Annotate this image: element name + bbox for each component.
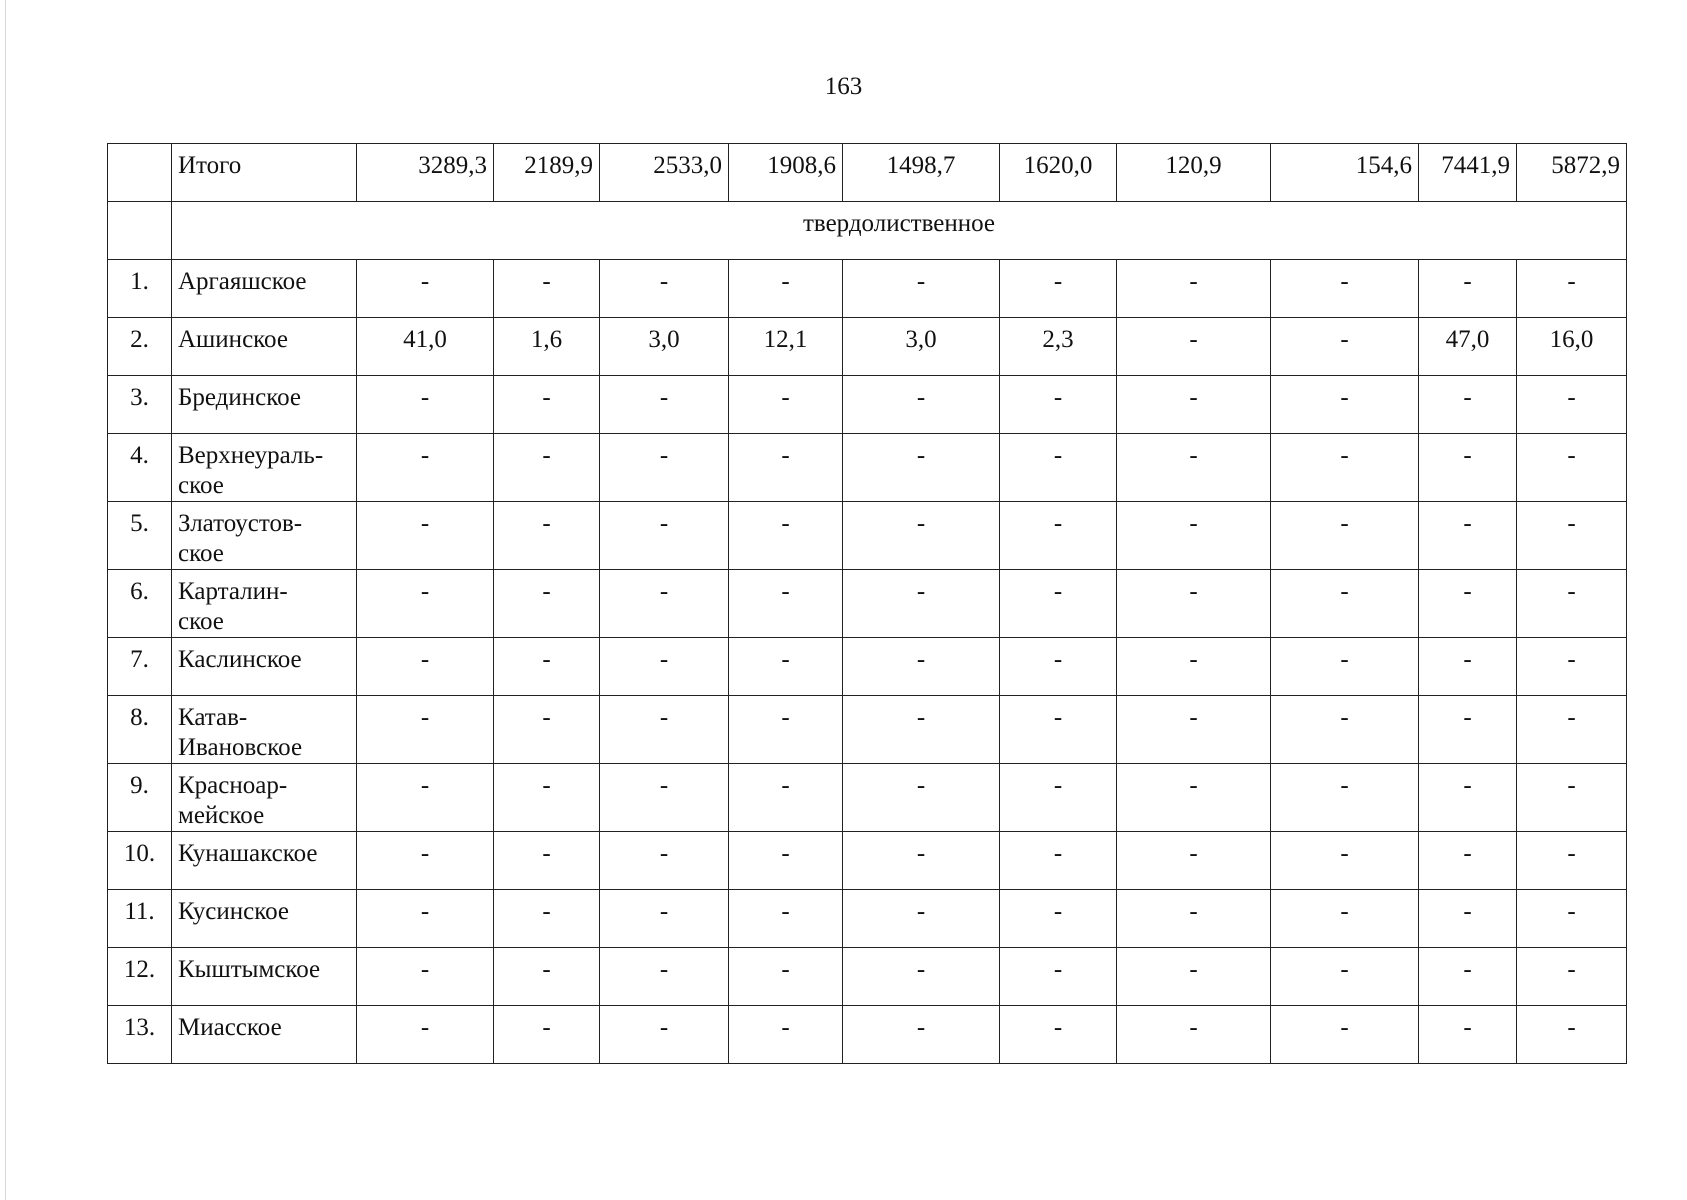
table-cell: 16,0 <box>1517 318 1627 376</box>
table-cell: - <box>1517 764 1627 832</box>
table-cell: - <box>1271 764 1419 832</box>
table-cell: - <box>1419 502 1517 570</box>
total-value: 2533,0 <box>600 144 729 202</box>
table-cell: - <box>729 376 843 434</box>
table-row <box>108 434 1627 502</box>
table-cell: - <box>1517 260 1627 318</box>
table-cell: - <box>600 434 729 502</box>
total-value: 1908,6 <box>729 144 843 202</box>
table-cell: - <box>494 502 600 570</box>
table-cell: - <box>357 948 494 1006</box>
table-cell: - <box>729 570 843 638</box>
table-cell: - <box>1000 638 1117 696</box>
table-cell: - <box>1000 948 1117 1006</box>
table-cell: - <box>1271 890 1419 948</box>
district-name: Катав- Ивановское <box>172 696 357 764</box>
table-cell: - <box>843 502 1000 570</box>
row-number: 5. <box>108 502 172 570</box>
table-cell: - <box>1000 832 1117 890</box>
table-cell: - <box>1271 502 1419 570</box>
table-cell: - <box>1271 948 1419 1006</box>
table-cell: - <box>1000 434 1117 502</box>
total-row <box>108 144 1627 202</box>
total-row-label: Итого <box>172 144 357 202</box>
table-cell: - <box>1517 376 1627 434</box>
table-cell: - <box>494 638 600 696</box>
table-cell: - <box>1117 376 1271 434</box>
table-row <box>108 948 1627 1006</box>
table-cell: - <box>729 434 843 502</box>
table-cell: - <box>600 260 729 318</box>
table-cell: - <box>1517 948 1627 1006</box>
district-name: Ашинское <box>172 318 357 376</box>
table-cell: - <box>843 376 1000 434</box>
table-cell: - <box>494 376 600 434</box>
table-cell: 1,6 <box>494 318 600 376</box>
table-cell: - <box>843 570 1000 638</box>
district-name: Аргаяшское <box>172 260 357 318</box>
table-cell: - <box>357 764 494 832</box>
district-name: Златоустов- ское <box>172 502 357 570</box>
table-cell: 2,3 <box>1000 318 1117 376</box>
table-cell: - <box>1271 376 1419 434</box>
data-table <box>107 143 1627 1064</box>
table-cell: - <box>1419 570 1517 638</box>
table-cell: - <box>1000 696 1117 764</box>
table-cell: - <box>1419 260 1517 318</box>
table-cell: - <box>357 434 494 502</box>
district-name: Верхнеураль- ское <box>172 434 357 502</box>
table-cell: - <box>494 696 600 764</box>
table-row <box>108 318 1627 376</box>
table-cell: - <box>1271 318 1419 376</box>
table-cell: - <box>1271 1006 1419 1064</box>
table-cell: - <box>600 948 729 1006</box>
table-cell: - <box>1271 570 1419 638</box>
table-row <box>108 696 1627 764</box>
district-name: Миасское <box>172 1006 357 1064</box>
table-row <box>108 890 1627 948</box>
table-cell: - <box>357 502 494 570</box>
table-cell: - <box>600 638 729 696</box>
table-cell: - <box>729 832 843 890</box>
table-cell: - <box>494 832 600 890</box>
table-cell: - <box>1000 376 1117 434</box>
row-number: 1. <box>108 260 172 318</box>
table-cell: - <box>357 832 494 890</box>
section-row-num <box>108 202 172 260</box>
table-cell: - <box>357 570 494 638</box>
table-cell: 12,1 <box>729 318 843 376</box>
table-cell: - <box>1517 502 1627 570</box>
table-cell: - <box>1000 764 1117 832</box>
row-number: 2. <box>108 318 172 376</box>
table-cell: - <box>1517 638 1627 696</box>
table-cell: - <box>494 890 600 948</box>
table-cell: - <box>1271 832 1419 890</box>
table-cell: - <box>1117 764 1271 832</box>
table-cell: 47,0 <box>1419 318 1517 376</box>
table-cell: - <box>1117 948 1271 1006</box>
total-value: 2189,9 <box>494 144 600 202</box>
district-name: Кыштымское <box>172 948 357 1006</box>
table-cell: - <box>843 638 1000 696</box>
row-number: 13. <box>108 1006 172 1064</box>
table-cell: - <box>1117 1006 1271 1064</box>
table-row <box>108 832 1627 890</box>
table-cell: - <box>1517 1006 1627 1064</box>
table-row <box>108 570 1627 638</box>
table-cell: - <box>494 434 600 502</box>
section-row <box>108 202 1627 260</box>
table-cell: 3,0 <box>843 318 1000 376</box>
table-cell: - <box>600 1006 729 1064</box>
table-cell: - <box>1419 638 1517 696</box>
district-name: Кунашакское <box>172 832 357 890</box>
table-cell: - <box>843 832 1000 890</box>
table-cell: - <box>600 696 729 764</box>
table-cell: - <box>494 260 600 318</box>
table-cell: - <box>729 1006 843 1064</box>
table-cell: - <box>1000 570 1117 638</box>
table-cell: - <box>600 570 729 638</box>
table-cell: - <box>1271 638 1419 696</box>
table-cell: - <box>1117 638 1271 696</box>
table-cell: - <box>1517 434 1627 502</box>
table-cell: - <box>494 764 600 832</box>
table-cell: - <box>1117 434 1271 502</box>
district-name: Красноар- мейское <box>172 764 357 832</box>
district-name: Кусинское <box>172 890 357 948</box>
page-number: 163 <box>824 73 863 100</box>
district-name: Брединское <box>172 376 357 434</box>
table-cell: - <box>1117 318 1271 376</box>
table-cell: - <box>1117 890 1271 948</box>
total-value: 154,6 <box>1271 144 1419 202</box>
table-cell: - <box>729 948 843 1006</box>
table-cell: - <box>357 376 494 434</box>
table-row <box>108 502 1627 570</box>
page-edge <box>0 0 6 1200</box>
table-cell: - <box>1271 434 1419 502</box>
table-cell: - <box>1419 890 1517 948</box>
total-value: 3289,3 <box>357 144 494 202</box>
table-cell: - <box>729 502 843 570</box>
table-cell: - <box>729 260 843 318</box>
table-cell: - <box>1517 890 1627 948</box>
table-cell: - <box>600 502 729 570</box>
district-name: Карталин- ское <box>172 570 357 638</box>
row-number: 12. <box>108 948 172 1006</box>
row-number: 9. <box>108 764 172 832</box>
table-cell: - <box>843 948 1000 1006</box>
table-row <box>108 638 1627 696</box>
table-cell: - <box>843 764 1000 832</box>
row-number: 10. <box>108 832 172 890</box>
district-name: Каслинское <box>172 638 357 696</box>
table-cell: - <box>1000 1006 1117 1064</box>
table-cell: - <box>600 764 729 832</box>
table-cell: - <box>494 570 600 638</box>
total-value: 1498,7 <box>843 144 1000 202</box>
table-cell: - <box>729 890 843 948</box>
table-cell: - <box>1000 890 1117 948</box>
table-cell: - <box>600 376 729 434</box>
table-cell: - <box>600 832 729 890</box>
table-cell: - <box>729 764 843 832</box>
table-row <box>108 260 1627 318</box>
table-cell: - <box>1419 1006 1517 1064</box>
table-cell: - <box>729 696 843 764</box>
table-cell: - <box>357 696 494 764</box>
table-cell: - <box>843 696 1000 764</box>
row-number: 3. <box>108 376 172 434</box>
row-number: 8. <box>108 696 172 764</box>
total-value: 7441,9 <box>1419 144 1517 202</box>
table-cell: - <box>843 890 1000 948</box>
total-row-num <box>108 144 172 202</box>
table-cell: - <box>494 948 600 1006</box>
total-value: 5872,9 <box>1517 144 1627 202</box>
table-cell: - <box>729 638 843 696</box>
table-cell: - <box>357 638 494 696</box>
table-cell: - <box>1419 764 1517 832</box>
table-cell: - <box>1117 502 1271 570</box>
table-cell: - <box>1419 832 1517 890</box>
row-number: 7. <box>108 638 172 696</box>
table-body <box>108 144 1627 1064</box>
table-cell: - <box>1419 696 1517 764</box>
table-cell: - <box>843 1006 1000 1064</box>
table-cell: - <box>1517 696 1627 764</box>
total-value: 120,9 <box>1117 144 1271 202</box>
table-cell: - <box>1000 260 1117 318</box>
table-cell: - <box>1117 696 1271 764</box>
table-cell: - <box>600 890 729 948</box>
table-row <box>108 1006 1627 1064</box>
table-cell: 3,0 <box>600 318 729 376</box>
table-cell: - <box>1000 502 1117 570</box>
table-cell: - <box>1517 570 1627 638</box>
table-cell: - <box>1117 570 1271 638</box>
table-cell: - <box>1117 832 1271 890</box>
row-number: 4. <box>108 434 172 502</box>
table-cell: - <box>843 434 1000 502</box>
table-cell: - <box>357 1006 494 1064</box>
table-row <box>108 376 1627 434</box>
section-title: твердолиственное <box>172 202 1627 260</box>
table-cell: - <box>1419 434 1517 502</box>
table-cell: - <box>1271 260 1419 318</box>
table-cell: - <box>494 1006 600 1064</box>
table-cell: - <box>1271 696 1419 764</box>
table-cell: - <box>357 260 494 318</box>
table-cell: - <box>1517 832 1627 890</box>
table-cell: - <box>357 890 494 948</box>
table-cell: - <box>843 260 1000 318</box>
table-cell: - <box>1117 260 1271 318</box>
total-value: 1620,0 <box>1000 144 1117 202</box>
table-cell: - <box>1419 948 1517 1006</box>
table-cell: - <box>1419 376 1517 434</box>
row-number: 6. <box>108 570 172 638</box>
table-cell: 41,0 <box>357 318 494 376</box>
row-number: 11. <box>108 890 172 948</box>
table-row <box>108 764 1627 832</box>
